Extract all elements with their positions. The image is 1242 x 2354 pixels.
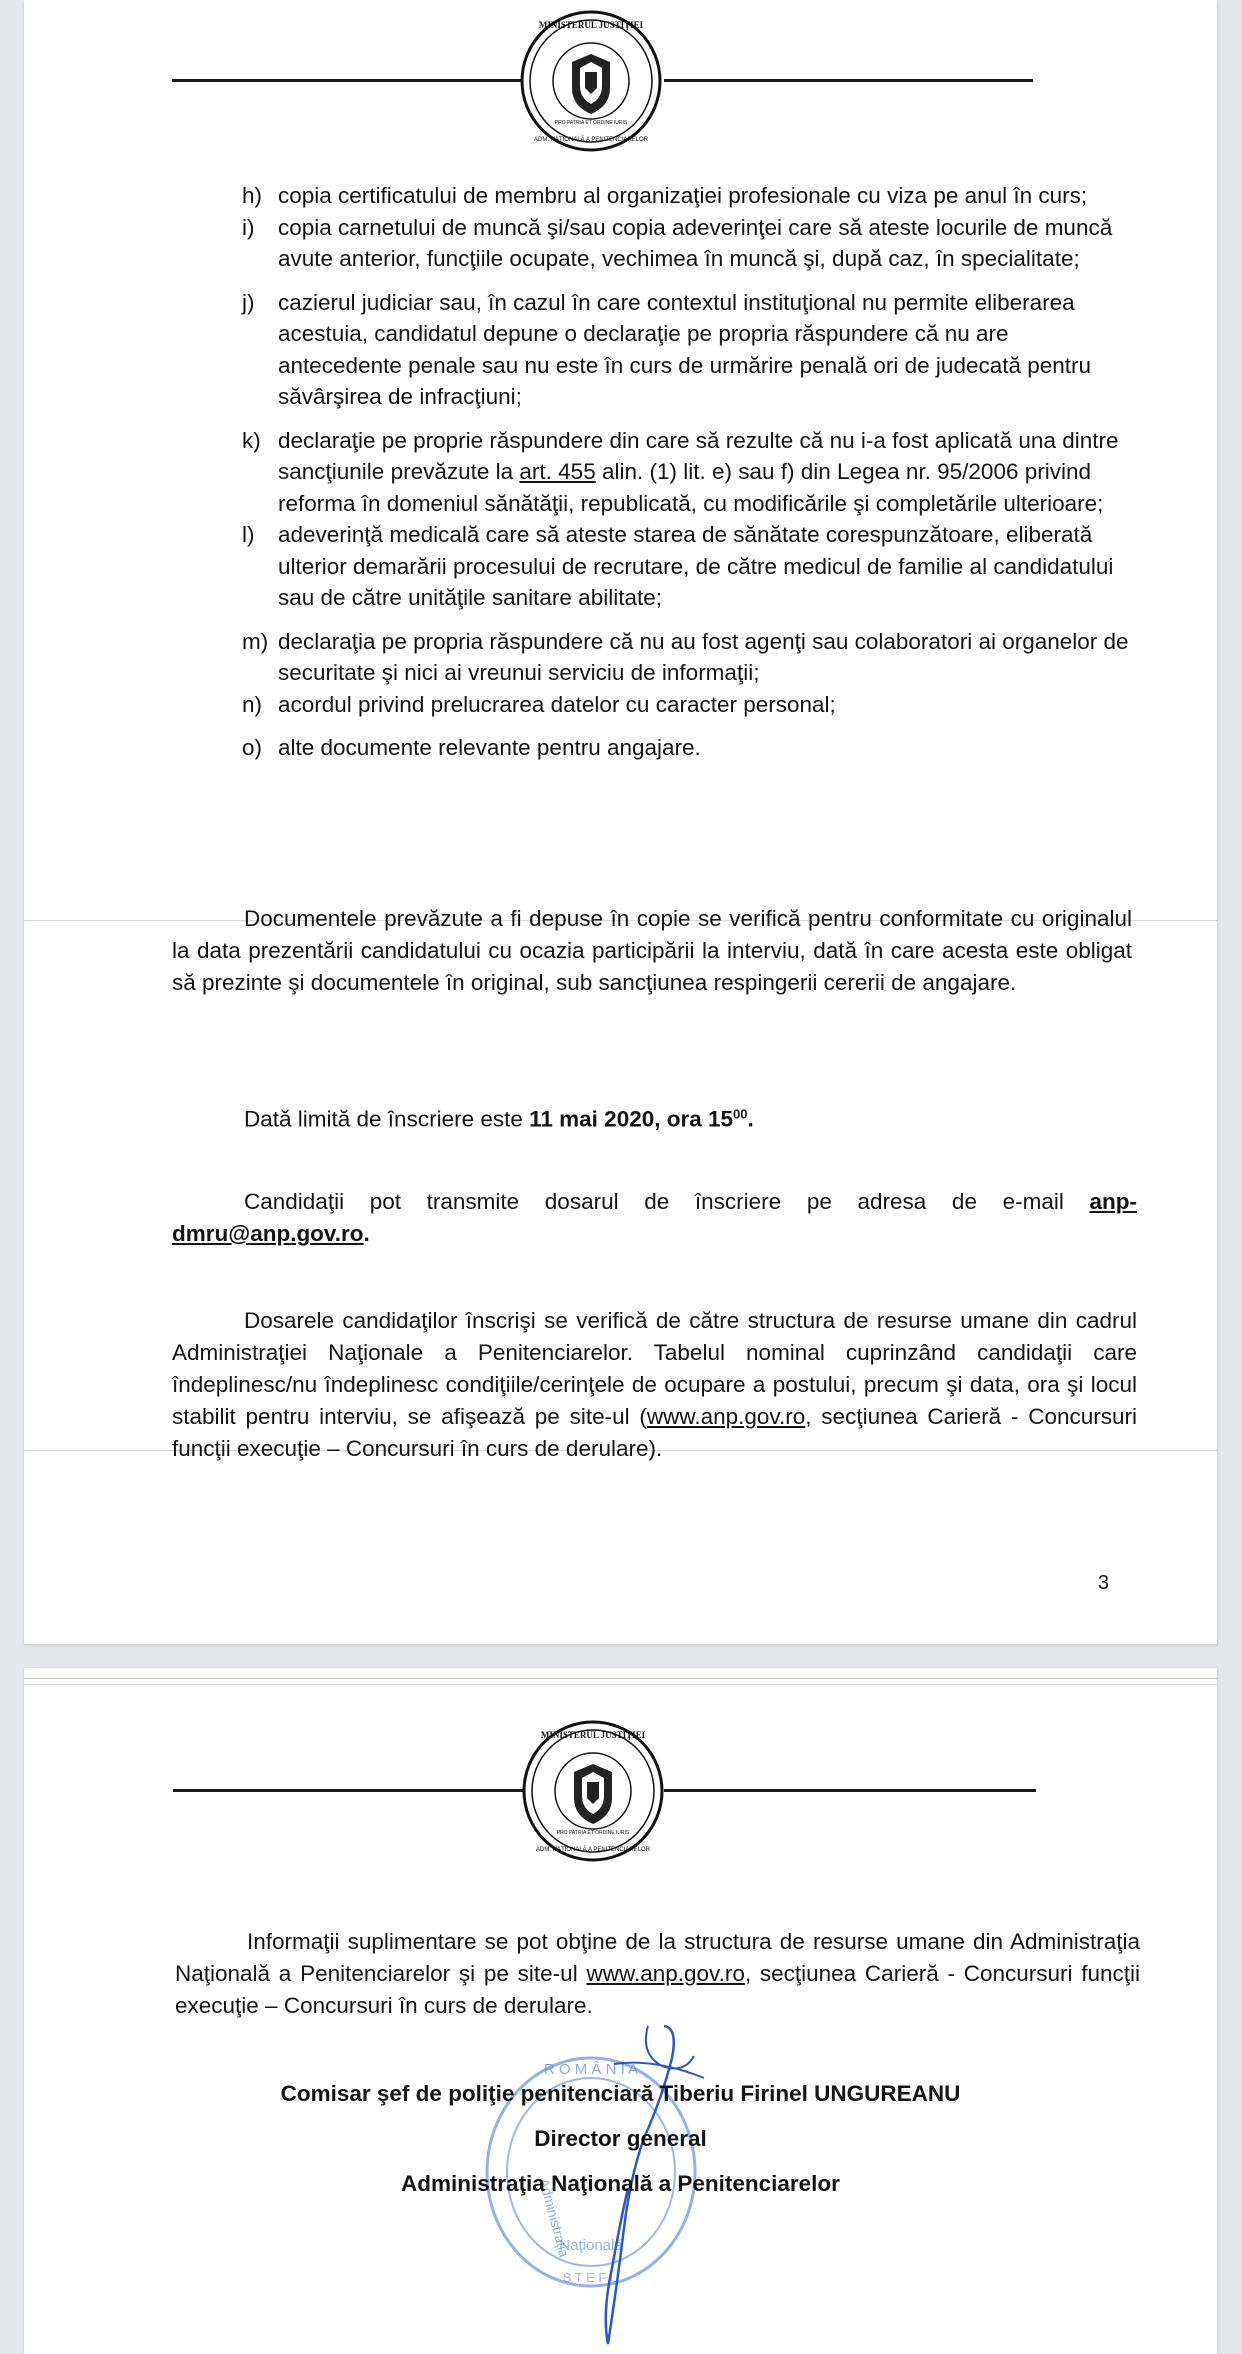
svg-text:Administraţia: Administraţia [536,2176,573,2259]
svg-text:MINISTERUL JUSTIŢIEI: MINISTERUL JUSTIŢIEI [540,1730,646,1740]
signatory-institution: Administraţia Naţională a Penitenciarelor [401,2171,840,2196]
ministry-seal-icon [520,10,662,152]
law-article-link[interactable]: art. 455 [519,459,596,484]
list-item-m: m) declaraţia pe propria răspundere că nu au fost agenţi sau colaboratori ai organelor de securitate şi nici ai vreunui serviciu de informaţii; [242,628,1129,685]
svg-text:ADM. NAŢIONALĂ A PENITENCIAREL: ADM. NAŢIONALĂ A PENITENCIARELOR [535,1847,651,1853]
anp-website-link[interactable]: www.anp.gov.ro [646,1404,806,1429]
list-item-o: o) alte documente relevante pentru angajare. [242,735,701,760]
list-item-k: k) declaraţie pe proprie răspundere din care să rezulte că nu i-a fost aplicată una dintre sancţiunile prevăzute la art. 455 alin. (1) lit. e) sau f) din Legea nr. 95/2006 privind reforma în domeniul sănătăţii, republicată, cu modificările şi completările ulterioare; [242,427,1119,516]
signatory-title: Director general [534,2126,707,2151]
email-paragraph: Candidaţii pot transmite dosarul de înscriere pe adresa de e-mail anp-dmru@anp.gov.ro. [172,1189,1137,1246]
ministry-seal-icon [522,1720,664,1862]
anp-website-link[interactable]: www.anp.gov.ro [586,1961,745,1986]
svg-text:R O M Â N I A: R O M Â N I A [543,2061,639,2078]
list-item-l: l) adeverinţă medicală care să ateste starea de sănătate corespunzătoare, eliberată ulterior demarării procesului de recrutare, de către medicul de familie al candidatului sau de către unităţile sanitare abilitate; [242,522,1114,610]
list-item-h: h) copia certificatului de membru al organizaţiei profesionale cu viza pe anul în curs; [242,183,1088,208]
document-page-4 [24,1668,1217,2354]
page-number: 3 [1097,1572,1109,1594]
deadline-paragraph: Dată limită de înscriere este 11 mai 2020, ora $15^{00}$. [244,1106,754,1132]
svg-text:Naţională: Naţională [559,2237,623,2254]
header-rule-right [664,79,1033,82]
svg-text:PRO PATRIA ET ORDINE IURIS: PRO PATRIA ET ORDINE IURIS [556,1830,630,1836]
svg-text:PRO PATRIA ET ORDINE IURIS: PRO PATRIA ET ORDINE IURIS [554,120,628,126]
svg-text:S T E F U: S T E F U [562,2270,620,2285]
header-rule-right [664,1789,1036,1792]
list-item-n: n) acordul privind prelucrarea datelor cu caracter personal; [242,691,836,717]
svg-text:ADM. NAŢIONALĂ A PENITENCIAREL: ADM. NAŢIONALĂ A PENITENCIARELOR [533,137,649,143]
email-link[interactable]: anp-dmru@anp.gov.ro [172,1189,1137,1246]
svg-text:MINISTERUL JUSTIŢIEI: MINISTERUL JUSTIŢIEI [538,20,644,30]
document-page-3 [24,0,1217,1644]
required-documents-list [242,180,1132,764]
header-rule-left [173,1789,543,1792]
header-rule-left [172,79,542,82]
signatory-name: Comisar şef de poliţie penitenciară Tiberiu Firinel UNGUREANU [280,2081,961,2106]
list-item-j: j) cazierul judiciar sau, în cazul în care contextul instituţional nu permite eliberarea acestuia, candidatul depune o declaraţie pe propria răspundere că nu are antecedente penale sau nu este în curs de urmărire penală ori de judecată pentru săvârşirea de infracţiuni; [242,289,1092,409]
info-paragraph: Informaţii suplimentare se pot obţine de la structura de resurse umane din Administraţia Naţională a Penitenciarelor şi pe site-ul www.anp.gov.ro, secţiunea Carieră - Concursuri funcţii execuţie – Concursuri în curs de derulare. [175,1929,1141,2018]
copies-paragraph: Documentele prevăzute a fi depuse în copie se verifică pentru conformitate cu originalul la data prezentării candidatului cu ocazia participării la interviu, dată în care acesta este obligat să prezinte şi documentele în original, sub sancţiunea respingerii cererii de angajare. [172,906,1132,995]
list-item-i: i) copia carnetului de muncă şi/sau copia adeverinţei care să ateste locurile de muncă avute anterior, funcţiile ocupate, vechimea în muncă şi, după caz, în specialitate; [242,214,1113,271]
verification-paragraph: Dosarele candidaţilor înscrişi se verifică de către structura de resurse umane din cadrul Administraţiei Naţionale a Penitenciarelor. Tabelul nominal cuprinzând candidaţii care îndeplinesc/nu îndeplinesc condiţiile/cerinţele de ocupare a postului, precum şi data, ora şi locul stabilit pentru interviu, se afişează pe site-ul (www.anp.gov.ro, secţiunea Carieră - Concursuri funcţii execuţie – Concursuri în curs de derulare). [172,1308,1137,1461]
